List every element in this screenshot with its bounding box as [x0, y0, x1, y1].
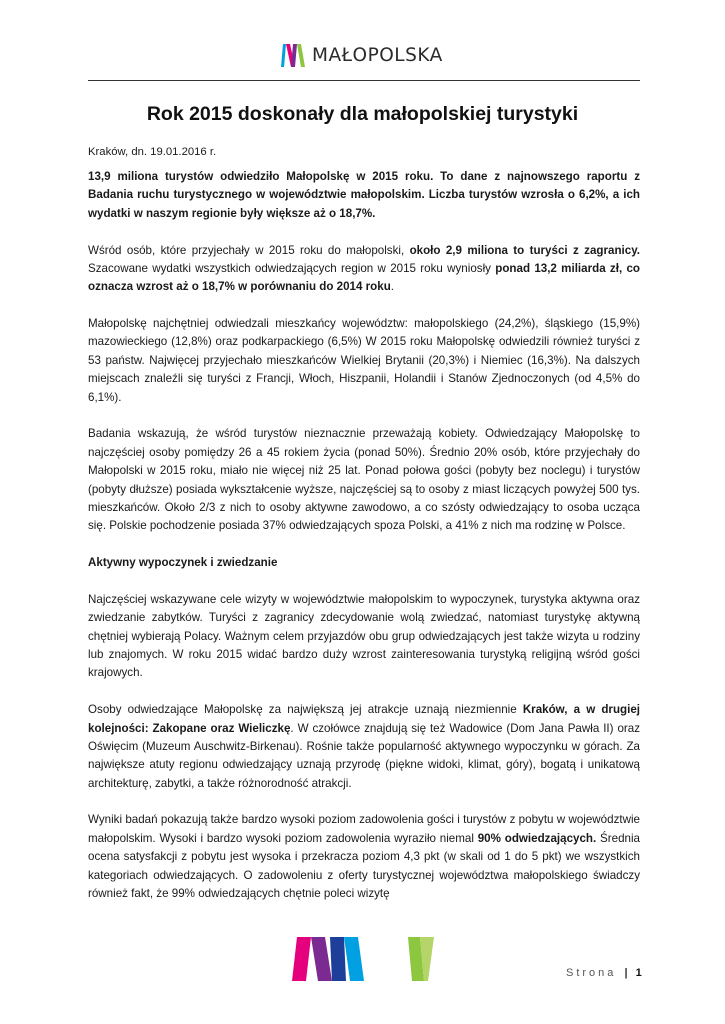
footer-logo-graphic — [292, 937, 434, 986]
p1-bold-b: około 2,9 miliona to turyści z zagranicy. — [409, 243, 641, 257]
p5-bold-b: Kraków, a w drugiej kolejności: Zakopane oraz Wieliczkę — [88, 703, 641, 735]
paragraph-4: Najczęściej wskazywane cele wizyty w województwie małopolskim to wypoczynek, turystyka aktywna oraz zwiedzanie zabytków. Turyści z zagranicy zdecydowanie wolą zwiedzać, natomiast turystykę aktywną chętniej wybierają Polacy. Ważnym celem przyjazdów obu grup odwiedzających jest także wizyta u rodziny lub znajomych. W roku 2015 widać bardzo duży wzrost zainteresowania turystyką religijną wśród gości krajowych. — [88, 592, 640, 680]
p1-bold-d: ponad 13,2 miliarda zł, co oznacza wzrost aż o 18,7% w porównaniu do 2014 roku — [88, 261, 640, 294]
p1-text-e: . — [390, 280, 395, 294]
logo-text: MAŁOPOLSKA — [312, 44, 443, 66]
page-number: 1 — [635, 967, 642, 979]
page-number-footer — [566, 967, 642, 979]
paragraph-3: Badania wskazują, że wśród turystów nieznacznie przeważają kobiety. Odwiedzający Małopolskę to najczęściej osoby pomiędzy 26 a 45 rokiem życia (ponad 50%). Średnio 20% osób, które przyjechały do Małopolski w 2015 roku, miało nie więcej niż 25 lat. Ponad połowa gości (pobyty bez noclegu) i turystów (pobyty dłuższe) posiada wykształcenie wyższe, najczęściej są to osoby z miast liczących powyżej 500 tys. mieszkańców. Około 2/3 z nich to osoby aktywne zawodowo, a co szósty odwiedzający to osoba ucząca się. Polskie pochodzenie posiada 37% odwiedzających spoza Polski, a 41% z nich ma rodzinę w Polsce. — [88, 427, 640, 533]
malopolska-logo-icon — [280, 42, 306, 68]
document-title: Rok 2015 doskonały dla małopolskiej turystyki — [146, 103, 579, 125]
page-label-text: Strona — [566, 967, 617, 979]
p6-text-a: Wyniki badań pokazują także bardzo wysoki poziom zadowolenia gości i turystów z pobytu w województwie małopolskim. Wysoki i bardzo wysoki poziom zadowolenia wyraziło niemal — [88, 813, 640, 845]
header-divider — [88, 80, 640, 81]
lead-paragraph: 13,9 miliona turystów odwiedziło Małopolskę w 2015 roku. To dane z najnowszego raportu z Badania ruchu turystycznego w województwie małopolskim. Liczba turystów wzrosła o 6,2%, a ich wydatki w naszym regionie były większe aż o 18,7%. — [88, 170, 640, 220]
p1-text-a: Wśród osób, które przyjechały w 2015 roku do małopolski, — [88, 243, 410, 257]
date-line: Kraków, dn. 19.01.2016 r. — [88, 146, 217, 158]
p5-text-a: Osoby odwiedzające Małopolskę za największą jej atrakcje uznają niezmiennie — [88, 703, 523, 717]
malopolska-logo — [280, 42, 443, 68]
paragraph-6 — [88, 811, 640, 903]
paragraph-1 — [88, 242, 640, 297]
document-body — [88, 168, 640, 922]
paragraph-2: Małopolskę najchętniej odwiedzali mieszkańcy województw: małopolskiego (24,2%), śląskiego (15,9%) mazowieckiego (12,8%) oraz podkarpackiego (6,5%) W 2015 roku Małopolskę odwiedzili również turyści z 53 państw. Najwięcej przyjechało mieszkańców Wielkiej Brytanii (20,3%) i Niemiec (16,3%). Na dalszych miejscach znaleźli się turyści z Francji, Włoch, Hiszpanii, Holandii i Stanów Zjednoczonych (od 4,5% do 6,1%). — [88, 317, 640, 404]
p6-text-c: Średnia ocena satysfakcji z pobytu jest wysoka i przekracza poziom 4,3 pkt (w skali od 1 do 5 pkt) we wszystkich kategoriach odwiedzających. O zadowoleniu z oferty turystycznej województwa małopolskiego świadczy również fakt, że 99% odwiedzających chętnie poleci wizytę — [88, 831, 640, 901]
p6-bold-b: 90% odwiedzających. — [477, 831, 597, 845]
p1-text-c: Szacowane wydatki wszystkich odwiedzających region w 2015 roku wyniosły — [88, 261, 496, 275]
section-heading: Aktywny wypoczynek i zwiedzanie — [88, 556, 278, 570]
page-separator: | — [624, 967, 628, 979]
paragraph-5 — [88, 701, 640, 793]
p5-text-c: . W czołówce znajdują się też Wadowice (Dom Jana Pawła II) oraz Oświęcim (Muzeum Auschwitz-Birkenau). Rośnie także popularność aktywnego wypoczynku w górach. Za największe atuty regionu odwiedzający uznają przyrodę (piękne widoki, klimat, góry), bogatą i unikatową architekturę, zabytki, a także różnorodność atrakcji. — [88, 721, 640, 790]
